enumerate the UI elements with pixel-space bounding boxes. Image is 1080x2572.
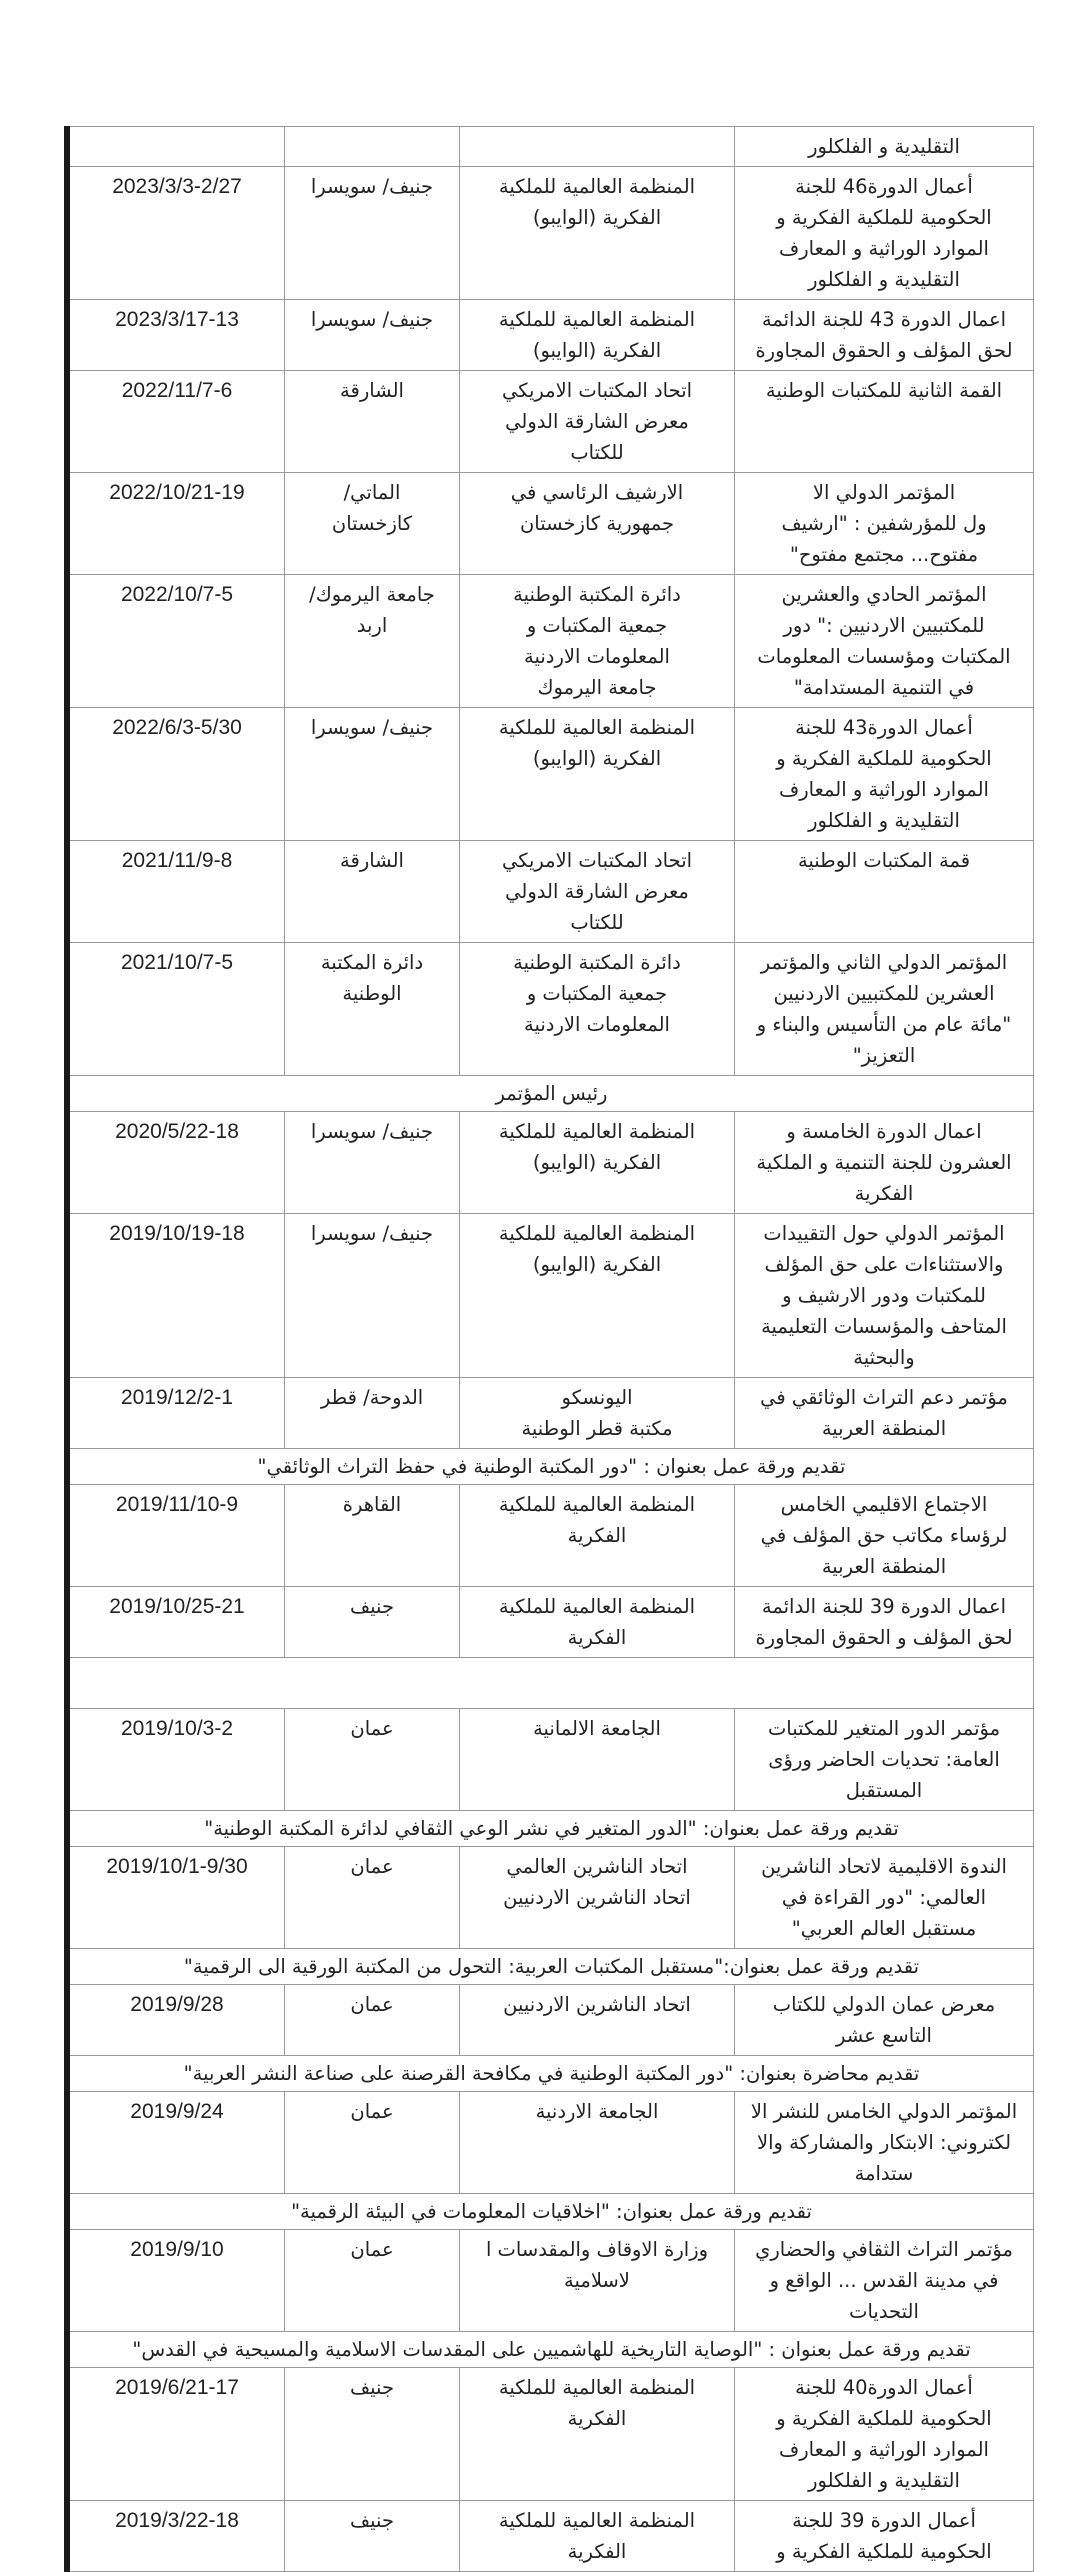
event-name-cell: الاجتماع الاقليمي الخامس لرؤساء مكاتب حق المؤلف في المنطقة العربية bbox=[735, 1485, 1034, 1587]
table-row bbox=[67, 1587, 1034, 1658]
event-name-cell: معرض عمان الدولي للكتاب التاسع عشر bbox=[735, 1985, 1034, 2056]
event-name-cell: اعمال الدورة 43 للجنة الدائمة لحق المؤلف و الحقوق المجاورة bbox=[735, 300, 1034, 371]
organizer-cell: دائرة المكتبة الوطنية جمعية المكتبات و المعلومات الاردنية bbox=[460, 943, 735, 1076]
organizer-cell: الجامعة الالمانية bbox=[460, 1709, 735, 1811]
place-cell: جنيف/ سويسرا bbox=[285, 708, 460, 841]
note-row bbox=[67, 1076, 1034, 1112]
organizer-cell: المنظمة العالمية للملكية الفكرية (الوايبو) bbox=[460, 708, 735, 841]
organizer-cell: اتحاد المكتبات الامريكي معرض الشارقة الدولي للكتاب bbox=[460, 841, 735, 943]
date-cell: 2021/11/9-8 bbox=[67, 841, 285, 943]
table-row bbox=[67, 127, 1034, 167]
date-cell: 2019/9/10 bbox=[67, 2230, 285, 2332]
table-row bbox=[67, 1709, 1034, 1811]
organizer-cell: المنظمة العالمية للملكية الفكرية (الوايبو) bbox=[460, 300, 735, 371]
place-cell: عمان bbox=[285, 1985, 460, 2056]
event-name-cell: المؤتمر الحادي والعشرين للمكتبيين الاردنيين :" دور المكتبات ومؤسسات المعلومات في التنمية المستدامة" bbox=[735, 575, 1034, 708]
date-cell: 2021/10/7-5 bbox=[67, 943, 285, 1076]
note-row bbox=[67, 1449, 1034, 1485]
place-cell: جامعة اليرموك/ اربد bbox=[285, 575, 460, 708]
event-name-cell: أعمال الدورة46 للجنة الحكومية للملكية الفكرية و الموارد الوراثية و المعارف التقليدية و الفلكلور bbox=[735, 167, 1034, 300]
date-cell: 2019/10/1-9/30 bbox=[67, 1847, 285, 1949]
note-cell: تقديم ورقة عمل بعنوان : "الوصاية التاريخية للهاشميين على المقدسات الاسلامية والمسيحية في القدس" bbox=[67, 2332, 1034, 2368]
date-cell: 2023/3/17-13 bbox=[67, 300, 285, 371]
event-name-cell: مؤتمر الدور المتغير للمكتبات العامة: تحديات الحاضر ورؤى المستقبل bbox=[735, 1709, 1034, 1811]
place-cell: جنيف bbox=[285, 2501, 460, 2572]
place-cell: دائرة المكتبة الوطنية bbox=[285, 943, 460, 1076]
date-cell: 2020/5/22-18 bbox=[67, 1112, 285, 1214]
organizer-cell: الارشيف الرئاسي في جمهورية كازخستان bbox=[460, 473, 735, 575]
event-name-cell: قمة المكتبات الوطنية bbox=[735, 841, 1034, 943]
note-cell: تقديم ورقة عمل بعنوان: "اخلاقيات المعلومات في البيئة الرقمية" bbox=[67, 2194, 1034, 2230]
note-cell: تقديم ورقة عمل بعنوان: "الدور المتغير في نشر الوعي الثقافي لدائرة المكتبة الوطنية" bbox=[67, 1811, 1034, 1847]
date-cell: 2019/10/25-21 bbox=[67, 1587, 285, 1658]
organizer-cell: اليونسكو مكتبة قطر الوطنية bbox=[460, 1378, 735, 1449]
organizer-cell bbox=[460, 127, 735, 167]
table-row bbox=[67, 300, 1034, 371]
place-cell: جنيف bbox=[285, 1587, 460, 1658]
table-row bbox=[67, 2092, 1034, 2194]
note-cell: تقديم محاضرة بعنوان: "دور المكتبة الوطنية في مكافحة القرصنة على صناعة النشر العربية" bbox=[67, 2056, 1034, 2092]
date-cell: 2022/10/21-19 bbox=[67, 473, 285, 575]
event-name-cell: اعمال الدورة 39 للجنة الدائمة لحق المؤلف و الحقوق المجاورة bbox=[735, 1587, 1034, 1658]
blank-row bbox=[67, 1658, 1034, 1709]
place-cell bbox=[285, 127, 460, 167]
place-cell: عمان bbox=[285, 1709, 460, 1811]
date-cell: 2019/10/19-18 bbox=[67, 1214, 285, 1378]
event-name-cell: مؤتمر دعم التراث الوثائقي في المنطقة العربية bbox=[735, 1378, 1034, 1449]
date-cell: 2022/11/7-6 bbox=[67, 371, 285, 473]
date-cell: 2022/6/3-5/30 bbox=[67, 708, 285, 841]
table-row bbox=[67, 473, 1034, 575]
event-name-cell: أعمال الدورة40 للجنة الحكومية للملكية الفكرية و الموارد الوراثية و المعارف التقليدية و الفلكلور bbox=[735, 2368, 1034, 2501]
event-name-cell: المؤتمر الدولي الا ول للمؤرشفين : "ارشيف مفتوح... مجتمع مفتوح" bbox=[735, 473, 1034, 575]
table-row bbox=[67, 943, 1034, 1076]
place-cell: القاهرة bbox=[285, 1485, 460, 1587]
event-name-cell: اعمال الدورة الخامسة و العشرون للجنة التنمية و الملكية الفكرية bbox=[735, 1112, 1034, 1214]
organizer-cell: الجامعة الاردنية bbox=[460, 2092, 735, 2194]
organizer-cell: المنظمة العالمية للملكية الفكرية (الوايبو) bbox=[460, 1112, 735, 1214]
organizer-cell: اتحاد الناشرين العالمي اتحاد الناشرين الاردنيين bbox=[460, 1847, 735, 1949]
event-name-cell: التقليدية و الفلكلور bbox=[735, 127, 1034, 167]
place-cell: الماتي/ كازخستان bbox=[285, 473, 460, 575]
event-name-cell: المؤتمر الدولي الثاني والمؤتمر العشرين للمكتبيين الاردنيين "مائة عام من التأسيس والبناء و التعزيز" bbox=[735, 943, 1034, 1076]
place-cell: الشارقة bbox=[285, 371, 460, 473]
organizer-cell: دائرة المكتبة الوطنية جمعية المكتبات و المعلومات الاردنية جامعة اليرموك bbox=[460, 575, 735, 708]
place-cell: جنيف/ سويسرا bbox=[285, 300, 460, 371]
organizer-cell: المنظمة العالمية للملكية الفكرية bbox=[460, 1587, 735, 1658]
table-row bbox=[67, 2230, 1034, 2332]
place-cell: الدوحة/ قطر bbox=[285, 1378, 460, 1449]
table-row bbox=[67, 1847, 1034, 1949]
place-cell: جنيف/ سويسرا bbox=[285, 1112, 460, 1214]
note-row bbox=[67, 1949, 1034, 1985]
date-cell bbox=[67, 127, 285, 167]
organizer-cell: المنظمة العالمية للملكية الفكرية bbox=[460, 2501, 735, 2572]
event-name-cell: المؤتمر الدولي الخامس للنشر الا لكتروني: الابتكار والمشاركة والا ستدامة bbox=[735, 2092, 1034, 2194]
date-cell: 2023/3/3-2/27 bbox=[67, 167, 285, 300]
table-row bbox=[67, 708, 1034, 841]
event-name-cell: مؤتمر التراث الثقافي والحضاري في مدينة القدس ... الواقع و التحديات bbox=[735, 2230, 1034, 2332]
organizer-cell: المنظمة العالمية للملكية الفكرية bbox=[460, 2368, 735, 2501]
table-row bbox=[67, 2501, 1034, 2572]
organizer-cell: وزارة الاوقاف والمقدسات ا لاسلامية bbox=[460, 2230, 735, 2332]
table-row bbox=[67, 1985, 1034, 2056]
place-cell: الشارقة bbox=[285, 841, 460, 943]
table-row bbox=[67, 371, 1034, 473]
events-table bbox=[64, 126, 1034, 2572]
place-cell: عمان bbox=[285, 2230, 460, 2332]
table-row bbox=[67, 1378, 1034, 1449]
note-cell: تقديم ورقة عمل بعنوان:"مستقبل المكتبات العربية: التحول من المكتبة الورقية الى الرقمية" bbox=[67, 1949, 1034, 1985]
event-name-cell: أعمال الدورة43 للجنة الحكومية للملكية الفكرية و الموارد الوراثية و المعارف التقليدية و الفلكلور bbox=[735, 708, 1034, 841]
table-row bbox=[67, 167, 1034, 300]
place-cell: جنيف/ سويسرا bbox=[285, 167, 460, 300]
note-row bbox=[67, 1811, 1034, 1847]
date-cell: 2019/10/3-2 bbox=[67, 1709, 285, 1811]
event-name-cell: الندوة الاقليمية لاتحاد الناشرين العالمي: "دور القراءة في مستقبل العالم العربي" bbox=[735, 1847, 1034, 1949]
table-row bbox=[67, 1485, 1034, 1587]
event-name-cell: أعمال الدورة 39 للجنة الحكومية للملكية الفكرية و bbox=[735, 2501, 1034, 2572]
place-cell: جنيف bbox=[285, 2368, 460, 2501]
organizer-cell: المنظمة العالمية للملكية الفكرية bbox=[460, 1485, 735, 1587]
place-cell: عمان bbox=[285, 2092, 460, 2194]
note-cell: تقديم ورقة عمل بعنوان : "دور المكتبة الوطنية في حفظ التراث الوثائقي" bbox=[67, 1449, 1034, 1485]
place-cell: عمان bbox=[285, 1847, 460, 1949]
event-name-cell: القمة الثانية للمكتبات الوطنية bbox=[735, 371, 1034, 473]
note-row bbox=[67, 2194, 1034, 2230]
blank-cell bbox=[67, 1658, 1034, 1709]
note-cell: رئيس المؤتمر bbox=[67, 1076, 1034, 1112]
date-cell: 2019/3/22-18 bbox=[67, 2501, 285, 2572]
date-cell: 2022/10/7-5 bbox=[67, 575, 285, 708]
organizer-cell: المنظمة العالمية للملكية الفكرية (الوايبو) bbox=[460, 1214, 735, 1378]
note-row bbox=[67, 2056, 1034, 2092]
date-cell: 2019/9/24 bbox=[67, 2092, 285, 2194]
table-row bbox=[67, 1112, 1034, 1214]
organizer-cell: اتحاد الناشرين الاردنيين bbox=[460, 1985, 735, 2056]
organizer-cell: اتحاد المكتبات الامريكي معرض الشارقة الدولي للكتاب bbox=[460, 371, 735, 473]
date-cell: 2019/11/10-9 bbox=[67, 1485, 285, 1587]
table-row bbox=[67, 1214, 1034, 1378]
events-table-body bbox=[67, 127, 1034, 2572]
organizer-cell: المنظمة العالمية للملكية الفكرية (الوايبو) bbox=[460, 167, 735, 300]
note-row bbox=[67, 2332, 1034, 2368]
date-cell: 2019/12/2-1 bbox=[67, 1378, 285, 1449]
document-viewport[interactable] bbox=[0, 135, 1080, 2563]
place-cell: جنيف/ سويسرا bbox=[285, 1214, 460, 1378]
date-cell: 2019/9/28 bbox=[67, 1985, 285, 2056]
date-cell: 2019/6/21-17 bbox=[67, 2368, 285, 2501]
table-row bbox=[67, 841, 1034, 943]
table-row bbox=[67, 2368, 1034, 2501]
event-name-cell: المؤتمر الدولي حول التقييدات والاستثناءات على حق المؤلف للمكتبات ودور الارشيف و المتاحف والمؤسسات التعليمية والبحثية bbox=[735, 1214, 1034, 1378]
table-row bbox=[67, 575, 1034, 708]
